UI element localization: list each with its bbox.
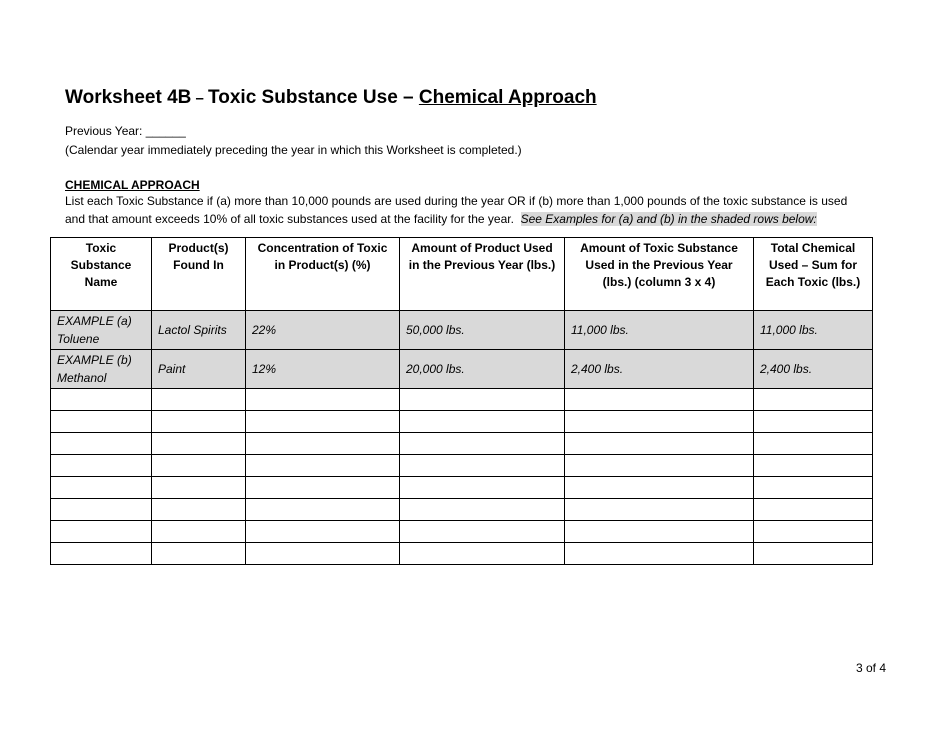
table-cell[interactable]: [51, 477, 152, 499]
table-row: [51, 543, 873, 565]
table-cell[interactable]: [565, 389, 754, 411]
header-toxic-substance-name: Toxic Substance Name: [51, 238, 152, 311]
table-cell[interactable]: [51, 521, 152, 543]
table-cell[interactable]: [400, 477, 565, 499]
header-concentration: Concentration of Toxic in Product(s) (%): [246, 238, 400, 311]
section-heading: CHEMICAL APPROACH: [65, 178, 200, 192]
table-cell[interactable]: [400, 433, 565, 455]
table-cell[interactable]: [246, 521, 400, 543]
example-b-substance: Methanol: [57, 371, 107, 385]
table-cell[interactable]: [51, 499, 152, 521]
table-cell[interactable]: [51, 543, 152, 565]
table-cell[interactable]: [400, 543, 565, 565]
table-cell[interactable]: [246, 433, 400, 455]
table-cell[interactable]: [246, 543, 400, 565]
table-cell[interactable]: [754, 455, 873, 477]
table-cell[interactable]: [754, 477, 873, 499]
instructions-line-2: [65, 212, 817, 226]
toxic-substance-table: [50, 237, 873, 565]
table-cell[interactable]: [565, 543, 754, 565]
header-product-amount: Amount of Product Used in the Previous Year (lbs.): [400, 238, 565, 311]
table-cell[interactable]: [565, 411, 754, 433]
table-cell[interactable]: [152, 389, 246, 411]
example-a-product: Lactol Spirits: [152, 311, 246, 350]
table-cell[interactable]: [400, 521, 565, 543]
table-cell[interactable]: [565, 455, 754, 477]
table-header-row: [51, 238, 873, 311]
instructions-line-2-text: and that amount exceeds 10% of all toxic substances used at the facility for the year.: [65, 212, 521, 226]
table-cell[interactable]: [246, 499, 400, 521]
example-b-concentration: 12%: [246, 350, 400, 389]
table-cell[interactable]: [152, 411, 246, 433]
example-b-substance-cell: [51, 350, 152, 389]
table-cell[interactable]: [51, 455, 152, 477]
table-cell[interactable]: [246, 477, 400, 499]
example-row-a: [51, 311, 873, 350]
title-worksheet-number: Worksheet 4B: [65, 87, 192, 108]
table-cell[interactable]: [152, 455, 246, 477]
example-a-product-amount: 50,000 lbs.: [400, 311, 565, 350]
table-cell[interactable]: [754, 433, 873, 455]
shaded-examples-note: See Examples for (a) and (b) in the shaded rows below:: [520, 212, 817, 226]
table-cell[interactable]: [152, 543, 246, 565]
example-b-label: EXAMPLE (b): [57, 353, 132, 367]
previous-year-field[interactable]: Previous Year: ______: [65, 124, 186, 138]
table-cell[interactable]: [754, 543, 873, 565]
table-cell[interactable]: [754, 389, 873, 411]
table-row: [51, 389, 873, 411]
example-b-total: 2,400 lbs.: [754, 350, 873, 389]
example-a-concentration: 22%: [246, 311, 400, 350]
table-row: [51, 477, 873, 499]
worksheet-title: [65, 87, 597, 109]
page-number: 3 of 4: [856, 661, 887, 675]
table-cell[interactable]: [400, 389, 565, 411]
example-b-product: Paint: [152, 350, 246, 389]
table-cell[interactable]: [51, 433, 152, 455]
table-cell[interactable]: [565, 433, 754, 455]
table-row: [51, 521, 873, 543]
example-b-product-amount: 20,000 lbs.: [400, 350, 565, 389]
header-total-chemical: Total Chemical Used – Sum for Each Toxic (lbs.): [754, 238, 873, 311]
table-cell[interactable]: [565, 477, 754, 499]
example-a-label: EXAMPLE (a): [57, 314, 132, 328]
table-cell[interactable]: [400, 455, 565, 477]
table-cell[interactable]: [400, 411, 565, 433]
example-a-substance: Toluene: [57, 332, 100, 346]
table-cell[interactable]: [152, 499, 246, 521]
title-separator: –: [191, 90, 209, 107]
table-row: [51, 433, 873, 455]
example-a-toxic-amount: 11,000 lbs.: [565, 311, 754, 350]
table-cell[interactable]: [565, 521, 754, 543]
table-row: [51, 455, 873, 477]
example-a-substance-cell: [51, 311, 152, 350]
table-cell[interactable]: [152, 433, 246, 455]
table-cell[interactable]: [51, 389, 152, 411]
title-subject: Toxic Substance Use –: [208, 87, 419, 108]
table-cell[interactable]: [152, 521, 246, 543]
table-cell[interactable]: [400, 499, 565, 521]
table-cell[interactable]: [754, 411, 873, 433]
table-cell[interactable]: [565, 499, 754, 521]
example-b-toxic-amount: 2,400 lbs.: [565, 350, 754, 389]
example-row-b: [51, 350, 873, 389]
table-cell[interactable]: [246, 411, 400, 433]
instructions-line-1: List each Toxic Substance if (a) more than 10,000 pounds are used during the year OR if (b) more than 1,000 pounds of the toxic substance is used: [65, 194, 848, 208]
table-cell[interactable]: [754, 521, 873, 543]
table-cell[interactable]: [754, 499, 873, 521]
table-row: [51, 411, 873, 433]
header-toxic-amount: Amount of Toxic Substance Used in the Previous Year (lbs.) (column 3 x 4): [565, 238, 754, 311]
table-cell[interactable]: [51, 411, 152, 433]
table-cell[interactable]: [152, 477, 246, 499]
example-a-total: 11,000 lbs.: [754, 311, 873, 350]
title-approach: Chemical Approach: [418, 87, 597, 108]
calendar-note: (Calendar year immediately preceding the year in which this Worksheet is completed.): [65, 143, 522, 157]
table-row: [51, 499, 873, 521]
table-cell[interactable]: [246, 455, 400, 477]
header-products-found-in: Product(s) Found In: [152, 238, 246, 311]
table-cell[interactable]: [246, 389, 400, 411]
